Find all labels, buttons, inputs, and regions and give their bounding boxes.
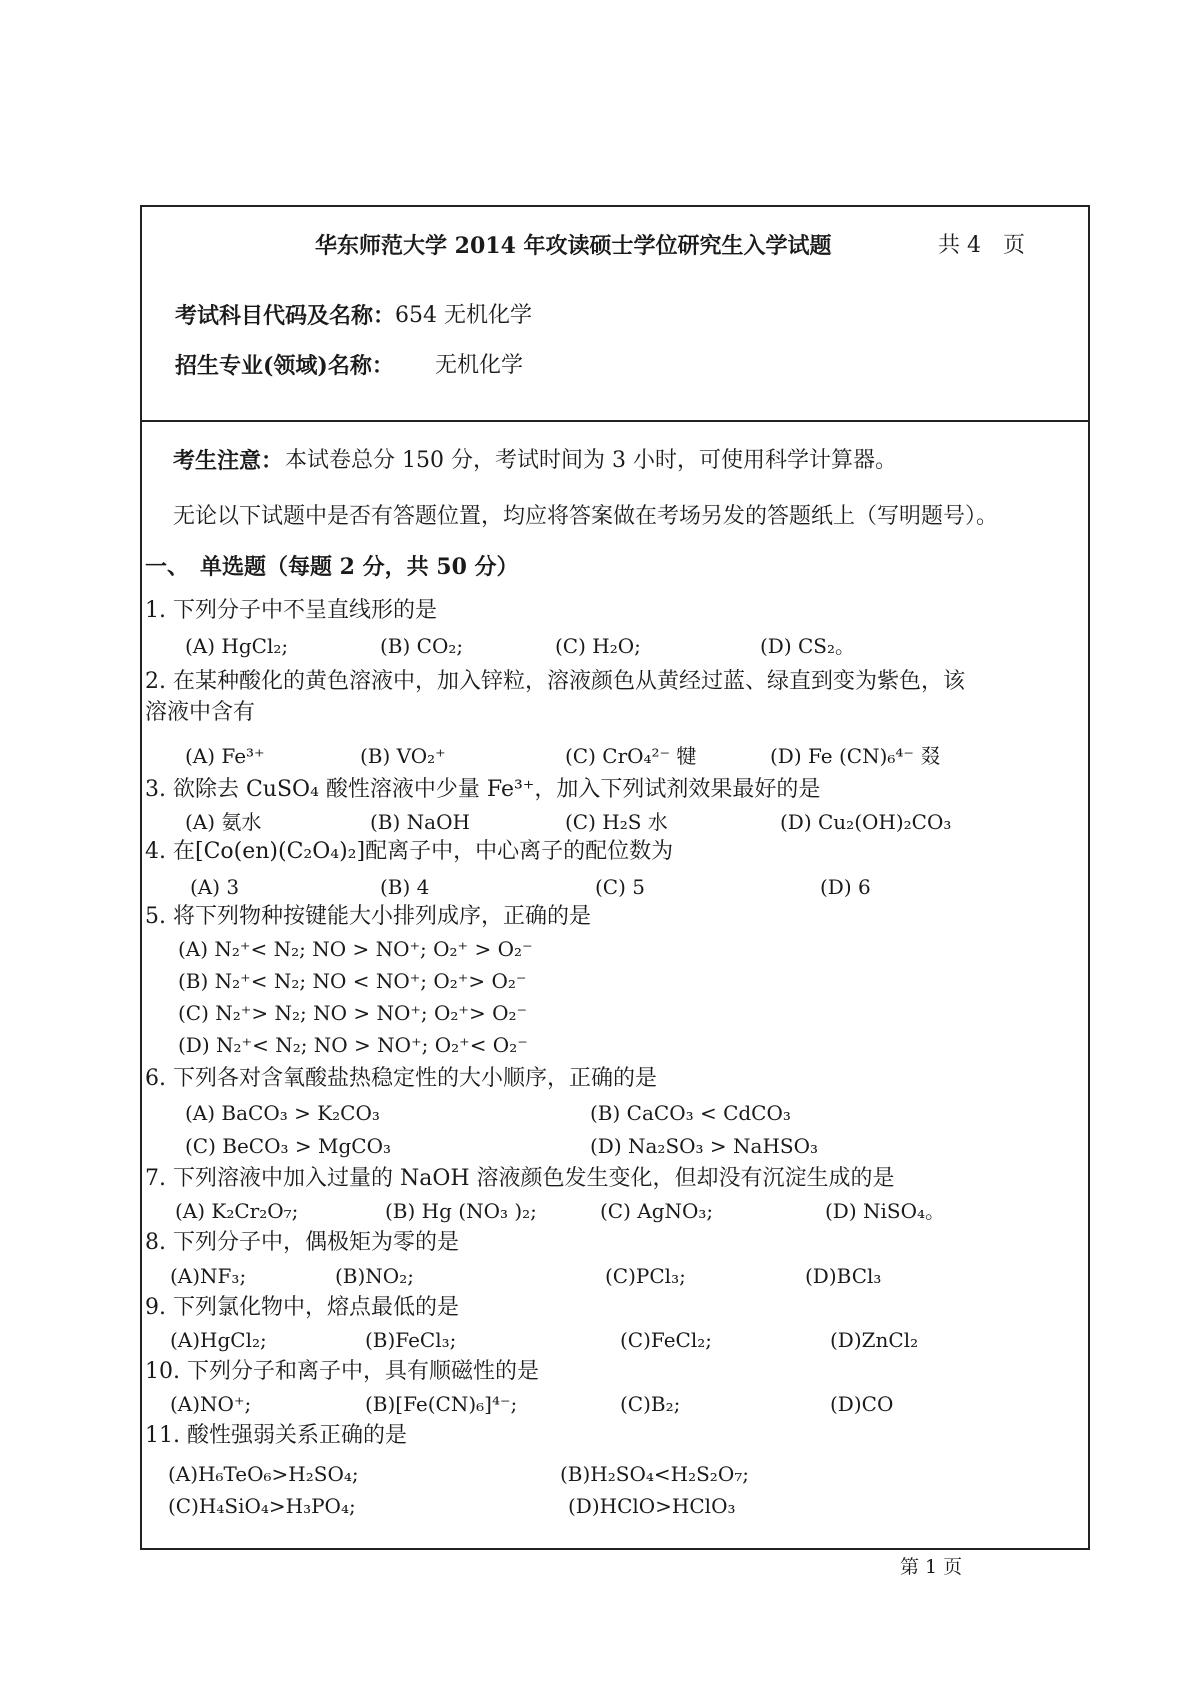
option: (C) H₂O; xyxy=(555,634,641,658)
option: (C)FeCl₂; xyxy=(620,1328,712,1352)
option: (A) BaCO₃ > K₂CO₃ xyxy=(185,1101,380,1125)
question-stem: 6. 下列各对含氧酸盐热稳定性的大小顺序，正确的是 xyxy=(145,1066,657,1091)
option: (C)B₂; xyxy=(620,1392,681,1416)
notice-text: 本试卷总分 150 分，考试时间为 3 小时，可使用科学计算器。 xyxy=(285,448,897,473)
option: (D) 6 xyxy=(820,875,871,899)
option: (A) 氨水 xyxy=(185,810,262,834)
option: (D)HClO>HClO₃ xyxy=(568,1494,736,1518)
question-stem: 8. 下列分子中，偶极矩为零的是 xyxy=(145,1230,459,1255)
option: (C) AgNO₃; xyxy=(600,1199,714,1223)
question-stem: 9. 下列氯化物中，熔点最低的是 xyxy=(145,1295,459,1320)
option: (C)PCl₃; xyxy=(605,1264,686,1288)
option: (D) N₂⁺< N₂; NO > NO⁺; O₂⁺< O₂⁻ xyxy=(178,1033,528,1057)
notice-line2: 无论以下试题中是否有答题位置，均应将答案做在考场另发的答题纸上（写明题号）。 xyxy=(173,504,999,529)
question-stem: 7. 下列溶液中加入过量的 NaOH 溶液颜色发生变化，但却没有沉淀生成的是 xyxy=(145,1166,895,1191)
question-stem: 5. 将下列物种按键能大小排列成序，正确的是 xyxy=(145,904,591,929)
question-stem: 11. 酸性强弱关系正确的是 xyxy=(145,1423,407,1448)
option: (C) BeCO₃ > MgCO₃ xyxy=(185,1134,391,1158)
option: (A) HgCl₂; xyxy=(185,634,289,658)
option: (B)FeCl₃; xyxy=(365,1328,457,1352)
option: (B) NaOH xyxy=(370,810,470,834)
question-stem: 2. 在某种酸化的黄色溶液中，加入锌粒，溶液颜色从黄经过蓝、绿直到变为紫色，该 xyxy=(145,669,965,694)
option: (C) H₂S 水 xyxy=(565,810,668,834)
option: (C) CrO₄²⁻ 犍 xyxy=(565,744,697,768)
option: (C) N₂⁺> N₂; NO > NO⁺; O₂⁺> O₂⁻ xyxy=(178,1001,528,1025)
page-count: 共 4 页 xyxy=(938,233,1025,258)
subject-value: 654 无机化学 xyxy=(395,303,532,328)
question-stem-cont: 溶液中含有 xyxy=(145,700,256,725)
question-stem: 4. 在[Co(en)(C₂O₄)₂]配离子中，中心离子的配位数为 xyxy=(145,839,674,864)
header-divider xyxy=(140,420,1090,422)
option: (A)NO⁺; xyxy=(170,1392,252,1416)
option: (B) 4 xyxy=(380,875,430,899)
option: (D) CS₂。 xyxy=(760,634,856,658)
question-stem: 3. 欲除去 CuSO₄ 酸性溶液中少量 Fe³⁺，加入下列试剂效果最好的是 xyxy=(145,777,821,802)
option: (B) VO₂⁺ xyxy=(360,744,446,768)
page-number: 第 1 页 xyxy=(900,1556,963,1578)
option: (B)NO₂; xyxy=(335,1264,414,1288)
option: (D)CO xyxy=(830,1392,894,1416)
option: (B) CO₂; xyxy=(380,634,464,658)
question-stem: 1. 下列分子中不呈直线形的是 xyxy=(145,598,437,623)
option: (C) 5 xyxy=(595,875,645,899)
subject-label: 考试科目代码及名称： xyxy=(175,303,396,329)
question-stem: 10. 下列分子和离子中，具有顺磁性的是 xyxy=(145,1359,539,1384)
option: (D)ZnCl₂ xyxy=(830,1328,919,1352)
option: (A) K₂Cr₂O₇; xyxy=(175,1199,299,1223)
option: (A) 3 xyxy=(190,875,240,899)
option: (A) Fe³⁺ xyxy=(185,744,265,768)
option: (B) CaCO₃ < CdCO₃ xyxy=(590,1101,791,1125)
notice-label: 考生注意： xyxy=(173,448,284,474)
option: (C)H₄SiO₄>H₃PO₄; xyxy=(168,1494,356,1518)
option: (A)NF₃; xyxy=(170,1264,247,1288)
option: (D) NiSO₄。 xyxy=(825,1199,946,1223)
option: (D)BCl₃ xyxy=(805,1264,882,1288)
option: (D) Fe (CN)₆⁴⁻ 叕 xyxy=(770,744,941,768)
option: (B) Hg (NO₃ )₂; xyxy=(385,1199,537,1223)
option: (A) N₂⁺< N₂; NO > NO⁺; O₂⁺ > O₂⁻ xyxy=(178,937,533,961)
major-value: 无机化学 xyxy=(435,353,524,378)
option: (D) Cu₂(OH)₂CO₃ xyxy=(780,810,952,834)
option: (B) N₂⁺< N₂; NO < NO⁺; O₂⁺> O₂⁻ xyxy=(178,969,527,993)
section-title: 一、 单选题（每题 2 分，共 50 分） xyxy=(145,554,519,580)
major-label: 招生专业(领域)名称： xyxy=(175,353,394,379)
option: (B)H₂SO₄<H₂S₂O₇; xyxy=(560,1462,749,1486)
option: (D) Na₂SO₃ > NaHSO₃ xyxy=(590,1134,819,1158)
option: (A)H₆TeO₆>H₂SO₄; xyxy=(168,1462,359,1486)
option: (B)[Fe(CN)₆]⁴⁻; xyxy=(365,1392,518,1416)
exam-title: 华东师范大学 2014 年攻读硕士学位研究生入学试题 xyxy=(315,233,832,259)
option: (A)HgCl₂; xyxy=(170,1328,267,1352)
